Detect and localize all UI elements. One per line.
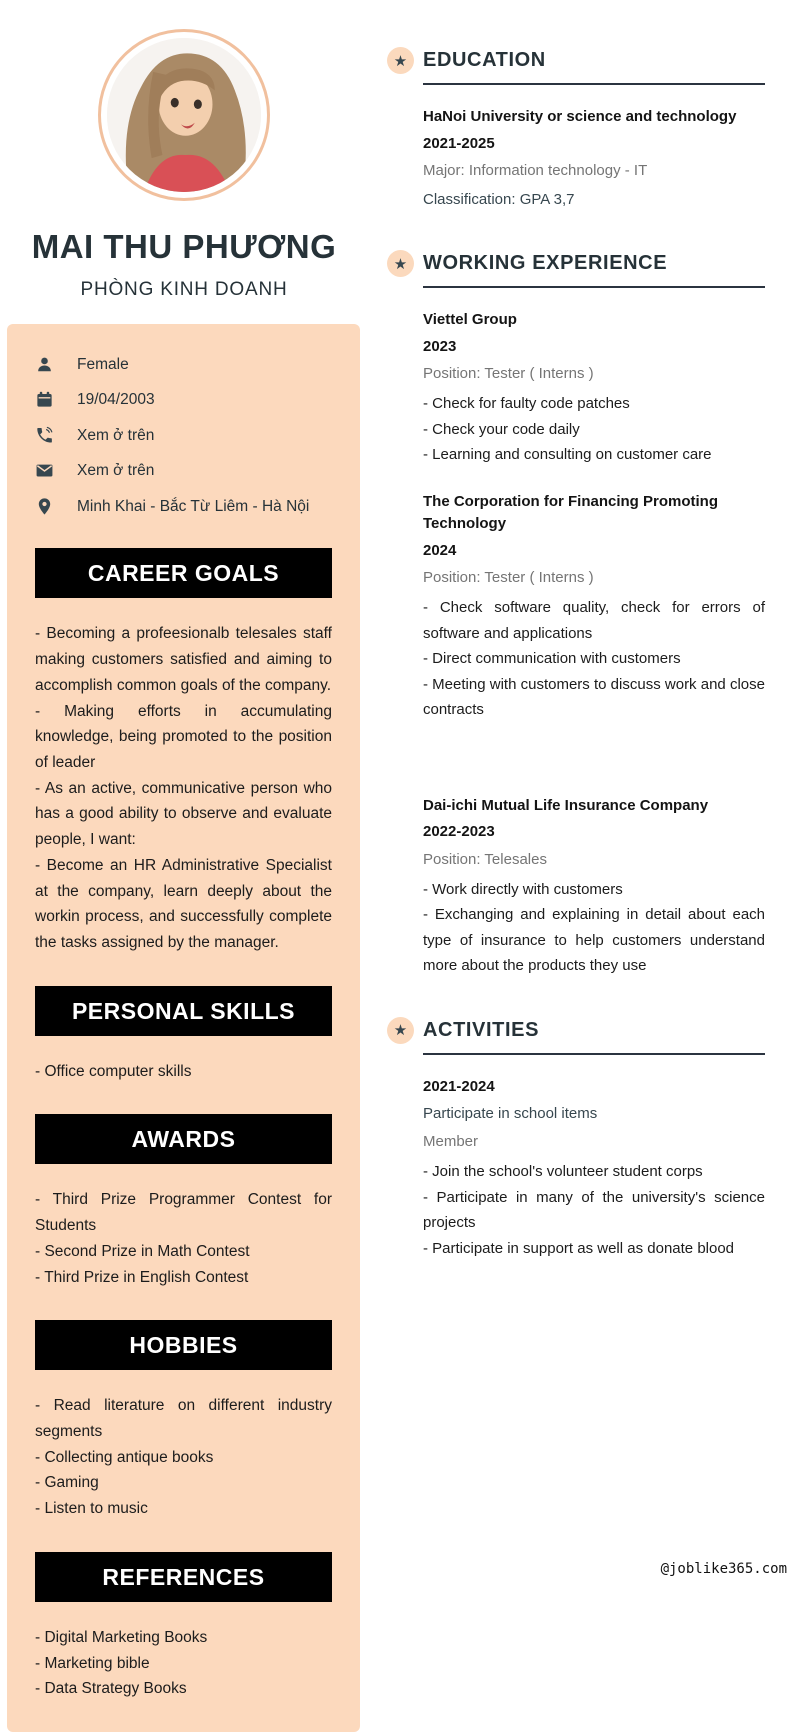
main-section-title: ACTIVITIES bbox=[423, 1018, 540, 1041]
left-sidebar bbox=[0, 0, 368, 1698]
section-line: - Gaming bbox=[35, 1474, 99, 1492]
info-text: Xem ở trên bbox=[77, 462, 155, 480]
profile-photo bbox=[107, 38, 261, 192]
resume-entry bbox=[423, 795, 765, 979]
info-text: Female bbox=[77, 356, 129, 373]
entry-line-bold: HaNoi University or science and technology bbox=[423, 108, 737, 125]
main-section bbox=[387, 1017, 765, 1262]
section-line: - Making efforts in accumulating knowledge, being promoted to the position of leader bbox=[35, 702, 332, 771]
entry-line-bold: 2022-2023 bbox=[423, 823, 495, 840]
main-section-title: WORKING EXPERIENCE bbox=[423, 252, 668, 274]
star-icon: ★ bbox=[387, 1017, 414, 1044]
info-row bbox=[35, 389, 332, 411]
section-line: - Becoming a profeesionalb telesales staff making customers satisfied and aiming to accomplish common goals of the company. bbox=[35, 625, 332, 694]
personal-info-list bbox=[35, 354, 332, 518]
resume-entry bbox=[423, 106, 765, 212]
entry-line-muted: Position: Tester ( Interns ) bbox=[423, 365, 594, 382]
section-line: - Collecting antique books bbox=[35, 1448, 214, 1466]
main-sections bbox=[387, 47, 765, 1261]
section-header-bar: REFERENCES bbox=[35, 1552, 332, 1602]
phone-icon bbox=[35, 426, 54, 445]
info-row bbox=[35, 354, 332, 376]
section-underline bbox=[423, 1053, 765, 1055]
entry-line-bullet: - Participate in many of the university's science projects bbox=[423, 1188, 765, 1231]
section-entries bbox=[423, 106, 765, 212]
entry-line-bold: The Corporation for Financing Promoting Technology bbox=[423, 492, 718, 532]
main-section-header bbox=[387, 47, 765, 74]
section-entries bbox=[423, 309, 765, 979]
portrait-illustration bbox=[107, 38, 261, 192]
candidate-name: MAI THU PHƯƠNG bbox=[31, 228, 337, 265]
main-section bbox=[387, 250, 765, 979]
info-row bbox=[35, 425, 332, 447]
entry-line-muted: Major: Information technology - IT bbox=[423, 162, 648, 179]
resume-entry bbox=[423, 1076, 765, 1262]
entry-line-bullet: - Check software quality, check for errors of software and applications bbox=[423, 599, 765, 642]
star-icon: ★ bbox=[387, 250, 414, 277]
main-column bbox=[368, 0, 796, 1598]
entry-line-plain: Classification: GPA 3,7 bbox=[423, 191, 575, 208]
entry-line-muted: Position: Telesales bbox=[423, 850, 547, 868]
entry-line-muted: Member bbox=[423, 1133, 479, 1150]
resume-entry bbox=[423, 491, 765, 723]
main-section bbox=[387, 47, 765, 212]
section-header-bar: AWARDS bbox=[35, 1114, 332, 1164]
location-icon bbox=[35, 497, 54, 516]
site-watermark: @joblike365.com bbox=[660, 1561, 787, 1577]
resume-entry bbox=[423, 309, 765, 468]
entry-line-bullet: - Work directly with customers bbox=[423, 880, 623, 898]
calendar-icon bbox=[35, 390, 54, 409]
info-text: Minh Khai - Bắc Từ Liêm - Hà Nội bbox=[77, 497, 310, 515]
info-row bbox=[35, 460, 332, 482]
info-row bbox=[35, 496, 332, 518]
info-text: Xem ở trên bbox=[77, 426, 155, 444]
section-line: - As an active, communicative person who has a good ability to observe and evaluate people, I want: bbox=[35, 779, 332, 849]
sidebar-panel bbox=[7, 324, 360, 1732]
section-underline bbox=[423, 83, 765, 85]
entry-line-bullet: - Exchanging and explaining in detail about each type of insurance to help customers understand more about the products they use bbox=[423, 906, 765, 974]
section-line: - Become an HR Administrative Specialist at the company, learn deeply about the workin process, and successfully complete the tasks assigned by the manager. bbox=[35, 856, 332, 951]
entry-line-bullet: - Learning and consulting on customer care bbox=[423, 446, 712, 463]
entry-line-bold: 2021-2024 bbox=[423, 1077, 495, 1095]
section-underline bbox=[423, 286, 765, 288]
section-line: - Listen to music bbox=[35, 1500, 148, 1518]
sidebar-sections bbox=[35, 548, 332, 1702]
candidate-title: PHÒNG KINH DOANH bbox=[80, 279, 288, 300]
star-icon: ★ bbox=[387, 47, 414, 74]
section-line: - Data Strategy Books bbox=[35, 1680, 187, 1698]
main-section-header bbox=[387, 250, 765, 277]
section-line: - Digital Marketing Books bbox=[35, 1628, 208, 1646]
main-section-title: EDUCATION bbox=[423, 49, 546, 71]
entry-line-bullet: - Participate in support as well as donate blood bbox=[423, 1239, 735, 1257]
info-text: 19/04/2003 bbox=[77, 391, 155, 409]
entry-line-bullet: - Meeting with customers to discuss work and close contracts bbox=[423, 675, 765, 718]
entry-line-bullet: - Direct communication with customers bbox=[423, 650, 681, 667]
section-line: - Read literature on different industry segments bbox=[35, 1397, 332, 1440]
section-line: - Marketing bible bbox=[35, 1654, 150, 1672]
section-line: - Office computer skills bbox=[35, 1062, 192, 1080]
main-section-header bbox=[387, 1017, 765, 1044]
profile-photo-ring bbox=[98, 29, 270, 201]
entry-line-bullet: - Join the school's volunteer student corps bbox=[423, 1163, 703, 1180]
email-icon bbox=[35, 461, 54, 480]
section-header-bar: CAREER GOALS bbox=[35, 548, 332, 598]
entry-line-bold: Dai-ichi Mutual Life Insurance Company bbox=[423, 796, 709, 814]
entry-line-plain: Participate in school items bbox=[423, 1105, 598, 1122]
entry-line-bullet: - Check your code daily bbox=[423, 420, 580, 438]
entry-line-bold: 2024 bbox=[423, 541, 457, 559]
section-header-bar: PERSONAL SKILLS bbox=[35, 986, 332, 1036]
section-line: - Third Prize Programmer Contest for Students bbox=[35, 1191, 332, 1235]
section-header-bar: HOBBIES bbox=[35, 1320, 332, 1370]
section-line: - Third Prize in English Contest bbox=[35, 1268, 249, 1286]
entry-line-bold: 2021-2025 bbox=[423, 134, 495, 152]
entry-line-muted: Position: Tester ( Interns ) bbox=[423, 569, 594, 586]
section-line: - Second Prize in Math Contest bbox=[35, 1242, 250, 1260]
person-icon bbox=[35, 355, 54, 374]
entry-line-bold: Viettel Group bbox=[423, 311, 517, 328]
entry-line-bold: 2023 bbox=[423, 337, 457, 355]
entry-line-bullet: - Check for faulty code patches bbox=[423, 395, 630, 412]
section-entries bbox=[423, 1076, 765, 1262]
